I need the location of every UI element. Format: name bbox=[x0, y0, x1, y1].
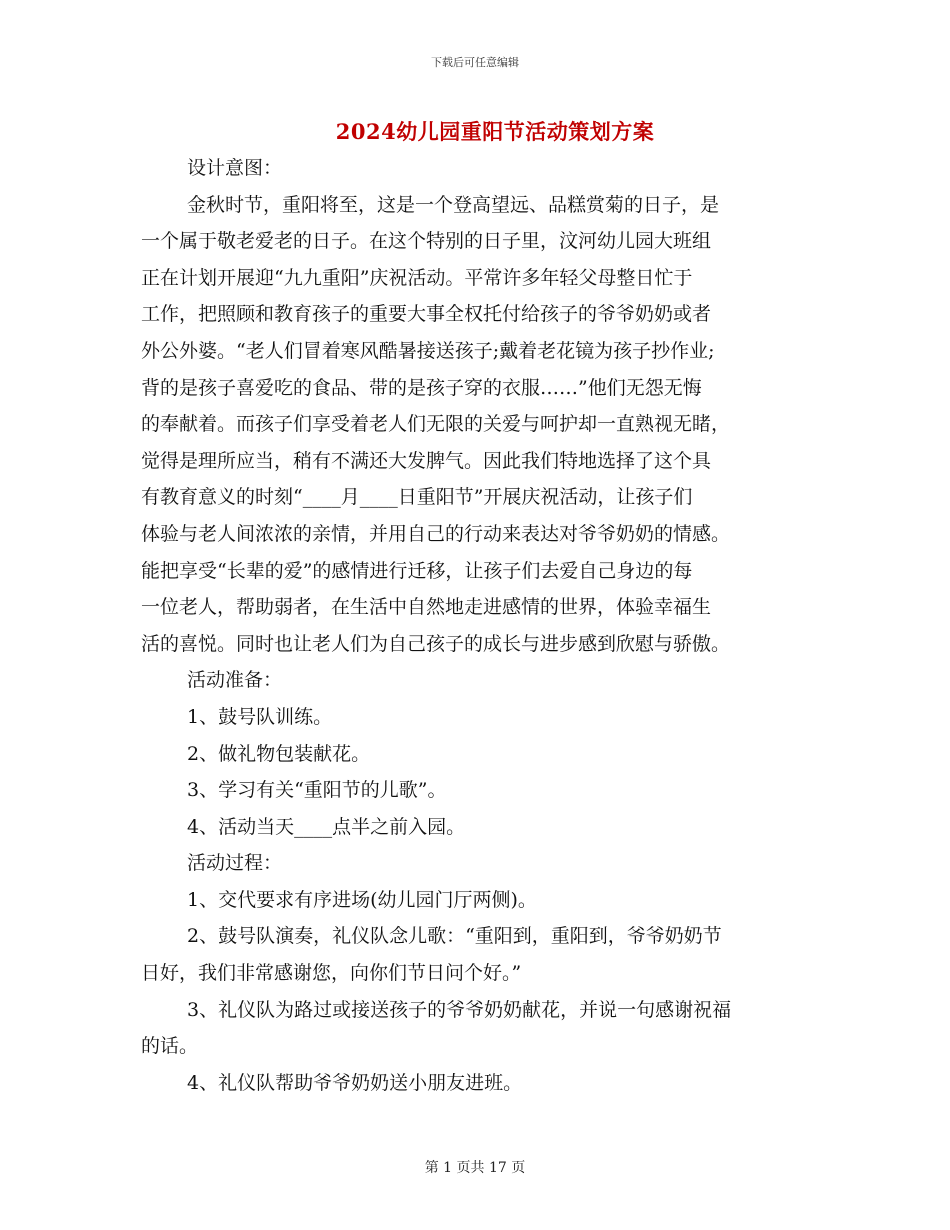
text-line: 正在计划开展迎“九九重阳”庆祝活动。平常许多年轻父母整日忙于 bbox=[141, 266, 693, 289]
text-line: 2、鼓号队演奏，礼仪队念儿歌：“重阳到，重阳到，爷爷奶奶节 bbox=[187, 925, 722, 948]
text-line: 2、做礼物包装献花。 bbox=[187, 742, 371, 765]
text-line: 4、礼仪队帮助爷爷奶奶送小朋友进班。 bbox=[187, 1071, 523, 1094]
text-line: 日好，我们非常感谢您，向你们节日问个好。” bbox=[141, 962, 522, 985]
text-line: 金秋时节，重阳将至，这是一个登高望远、品糕赏菊的日子，是 bbox=[187, 193, 720, 216]
document-body bbox=[141, 150, 806, 1101]
text-line: 工作，把照顾和教育孩子的重要大事全权托付给孩子的爷爷奶奶或者 bbox=[141, 303, 712, 326]
text-line: 的奉献着。而孩子们享受着老人们无限的关爱与呵护却一直熟视无睹， bbox=[141, 413, 731, 436]
text-line: 背的是孩子喜爱吃的食品、带的是孩子穿的衣服……”他们无怨无悔 bbox=[141, 376, 702, 399]
text-line: 1、鼓号队训练。 bbox=[187, 705, 333, 728]
text-line: 一位老人，帮助弱者，在生活中自然地走进感情的世界，体验幸福生 bbox=[141, 596, 712, 619]
page-footer: 第 1 页共 17 页 bbox=[424, 1160, 526, 1176]
text-line: 有教育意义的时刻“____月____日重阳节”开展庆祝活动，让孩子们 bbox=[141, 486, 693, 509]
text-line: 体验与老人间浓浓的亲情，并用自己的行动来表达对爷爷奶奶的情感。 bbox=[141, 522, 731, 545]
text-line: 觉得是理所应当，稍有不满还大发脾气。因此我们特地选择了这个具 bbox=[141, 449, 712, 472]
text-line: 4、活动当天____点半之前入园。 bbox=[187, 815, 466, 838]
text-line: 活动过程： bbox=[187, 852, 283, 875]
text-line: 设计意图： bbox=[187, 157, 283, 179]
text-line: 活动准备： bbox=[187, 669, 283, 692]
text-line: 活的喜悦。同时也让老人们为自己孩子的成长与进步感到欣慰与骄傲。 bbox=[141, 632, 731, 655]
page-header: 下载后可任意编辑 bbox=[431, 56, 519, 69]
text-line: 3、礼仪队为路过或接送孩子的爷爷奶奶献花，并说一句感谢祝福 bbox=[187, 998, 732, 1021]
text-line: 外公外婆。“老人们冒着寒风酷暑接送孩子;戴着老花镜为孩子抄作业; bbox=[141, 339, 715, 362]
document-title: 2024幼儿园重阳节活动策划方案 bbox=[335, 119, 655, 144]
text-line: 1、交代要求有序进场(幼儿园门厅两侧)。 bbox=[187, 888, 537, 911]
text-line: 3、学习有关“重阳节的儿歌”。 bbox=[187, 779, 447, 802]
text-line: 的话。 bbox=[141, 1035, 199, 1058]
text-line: 能把享受“长辈的爱”的感情进行迁移，让孩子们去爱自己身边的每 bbox=[141, 559, 693, 582]
text-line: 一个属于敬老爱老的日子。在这个特别的日子里，汶河幼儿园大班组 bbox=[141, 230, 712, 253]
